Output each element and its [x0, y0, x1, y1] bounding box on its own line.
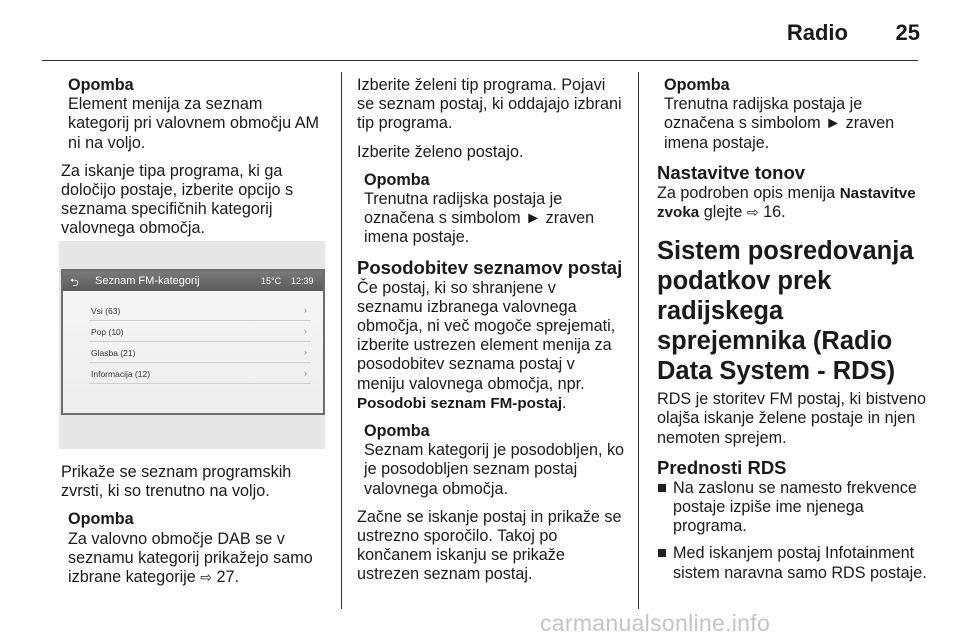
page-reference[interactable]: 27.	[216, 568, 240, 587]
bullet-square-icon	[658, 484, 666, 492]
column-1	[61, 76, 327, 248]
paragraph: Začne se iskanje postaj in prikaže se ustrezno sporočilo. Takoj po končanem iskanju se prikaže ustrezen seznam postaj.	[357, 507, 622, 584]
bullet-list	[657, 479, 927, 583]
paragraph: Za iskanje tipa programa, ki ga določijo postaje, izberite opcijo s seznama specifičnih kategorij valovnega območja.	[61, 161, 294, 238]
note-text: Element menija za seznam kategorij pri valovnem območju AM ni na voljo.	[68, 95, 320, 152]
column-divider	[638, 72, 639, 609]
note-text: Za valovno območje DAB se v seznamu kategorij prikažejo samo izbrane kategorije ⇨ 27.	[68, 529, 313, 587]
note-box	[657, 76, 927, 153]
section-heading: Nastavitve tonov	[657, 161, 806, 183]
paragraph: Če postaj, ki so shranjene v seznamu izbranega valovnega območja, ni več mogoče sprejemati, izberite ustrezen element menija za posodobitev seznama postaj v meniju valovnega območja, npr. Posodobi seznam FM-postaj.	[357, 278, 616, 412]
note-box	[357, 422, 625, 499]
page-number: 25	[895, 20, 920, 45]
note-heading: Opomba	[364, 422, 430, 441]
chapter-heading: Sistem posredovanja podatkov prek radijskega sprejemnika (Radio Data System - RDS)	[657, 237, 914, 386]
note-box	[357, 171, 625, 248]
page-header	[0, 0, 960, 62]
page-reference[interactable]: 16.	[763, 203, 786, 222]
category-label: Pop (10)	[91, 327, 124, 337]
note-text: Seznam kategorij je posodobljen, ko je posodobljen seznam postaj valovnega območja.	[364, 441, 625, 498]
paragraph: RDS je storitev FM postaj, ki bistveno olajša iskanje želene postaje in njen nemoten sprejem.	[657, 390, 926, 447]
menu-item-reference: Posodobi seznam FM-postaj	[357, 394, 563, 412]
watermark: carmanualsonline.info	[540, 610, 771, 636]
infotainment-screenshot	[59, 241, 325, 449]
note-heading: Opomba	[68, 510, 134, 529]
note-text: Trenutna radijska postaja je označena s simbolom ► zraven imena postaje.	[364, 190, 595, 247]
category-label: Vsi (63)	[91, 306, 121, 316]
column-2	[357, 76, 625, 594]
category-list-item[interactable]	[89, 342, 311, 363]
paragraph: Izberite želeni tip programa. Pojavi se seznam postaj, ki oddajajo izbrani tip programa.	[357, 76, 622, 133]
menu-item-reference: Nastavitve zvoka	[657, 184, 916, 222]
paragraph: Prikaže se seznam programskih zvrsti, ki so trenutno na voljo.	[61, 463, 292, 501]
clock: 12:39	[291, 276, 314, 286]
screen-title-bar	[63, 271, 323, 291]
chevron-right-icon: ›	[304, 368, 307, 378]
list-item: Med iskanjem postaj Infotainment sistem naravna samo RDS postaje.	[657, 544, 927, 582]
section-heading: Posodobitev seznamov postaj	[357, 256, 623, 278]
back-arrow-icon[interactable]: ⮌	[70, 277, 79, 289]
column-divider	[341, 72, 342, 609]
column-3	[657, 76, 927, 591]
category-list-item[interactable]	[89, 300, 311, 321]
category-list-item[interactable]	[89, 321, 311, 342]
section-heading: Prednosti RDS	[657, 456, 787, 478]
page-ref-arrow-icon: ⇨	[200, 569, 213, 586]
category-list-item[interactable]	[89, 363, 311, 384]
screen-display	[61, 269, 325, 415]
note-heading: Opomba	[364, 170, 430, 189]
section-title: Radio	[786, 20, 848, 45]
category-label: Informacija (12)	[91, 369, 151, 379]
note-box	[61, 76, 327, 153]
page-ref-arrow-icon: ⇨	[746, 204, 759, 221]
screen-title: Seznam FM-kategorij	[95, 275, 200, 287]
note-text: Trenutna radijska postaja je označena s simbolom ► zraven imena postaje.	[664, 95, 895, 152]
paragraph: Izberite želeno postajo.	[357, 142, 524, 161]
paragraph: Za podroben opis menija Nastavitve zvoka glejte ⇨ 16.	[657, 183, 916, 222]
list-item: Na zaslonu se namesto frekvence postaje izpiše ime njenega programa.	[657, 479, 927, 537]
note-heading: Opomba	[68, 76, 134, 94]
bullet-square-icon	[658, 549, 666, 557]
play-symbol-icon: ►	[525, 209, 542, 228]
header-rule	[42, 60, 918, 61]
category-label: Glasba (21)	[91, 348, 136, 358]
temperature: 15°C	[261, 276, 282, 286]
play-symbol-icon: ►	[825, 114, 842, 133]
chevron-right-icon: ›	[304, 326, 307, 336]
note-heading: Opomba	[664, 76, 730, 94]
column-1-lower	[61, 463, 327, 596]
note-box	[61, 510, 327, 587]
chevron-right-icon: ›	[304, 305, 307, 315]
chevron-right-icon: ›	[304, 347, 307, 357]
